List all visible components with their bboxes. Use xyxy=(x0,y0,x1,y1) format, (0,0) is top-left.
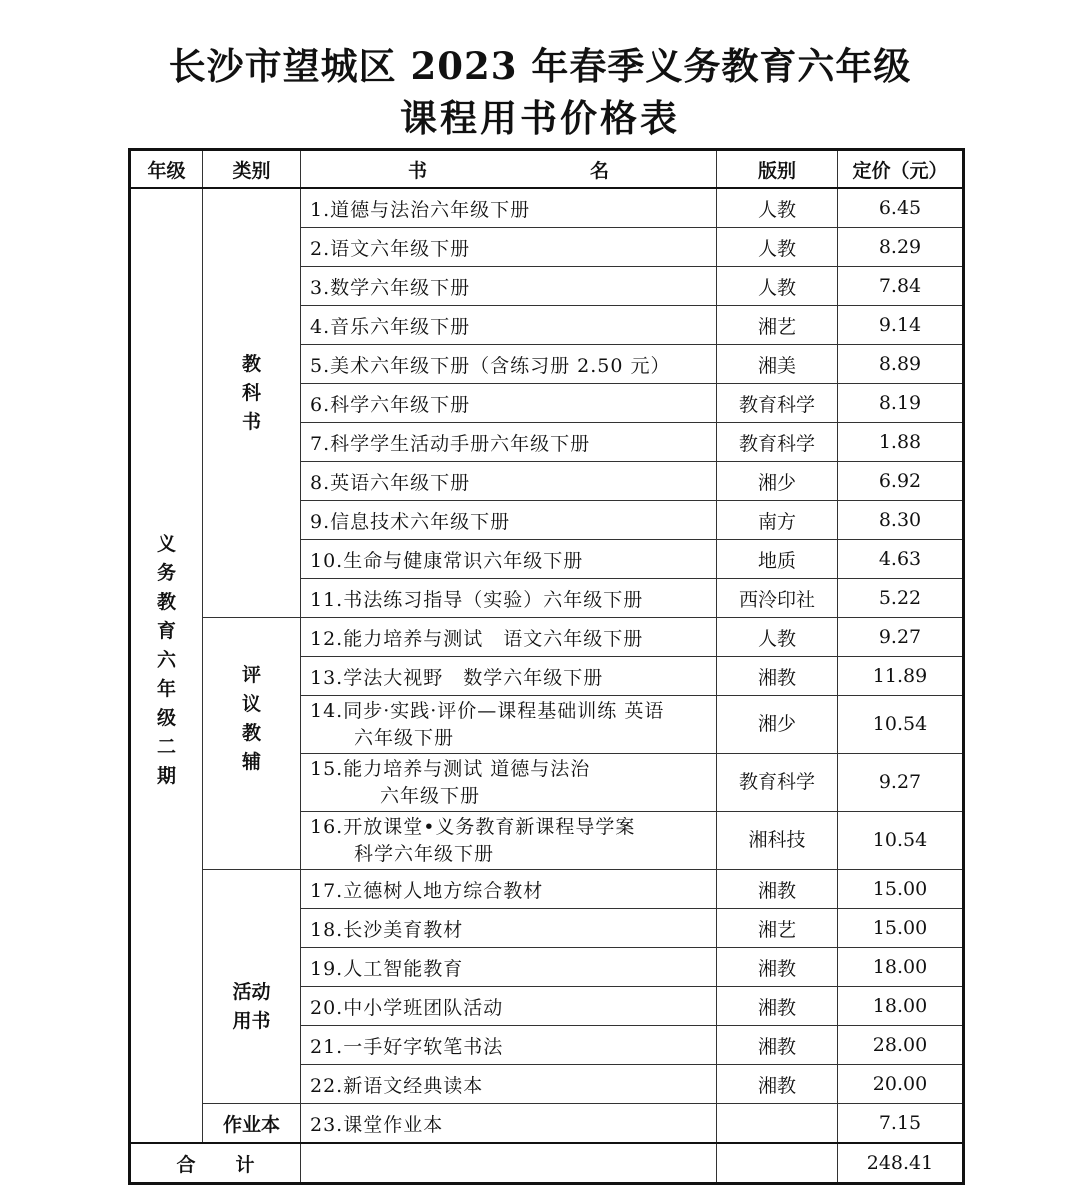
publisher: 地质 xyxy=(717,540,838,579)
publisher: 湘少 xyxy=(717,462,838,501)
book-name: 17.立德树人地方综合教材 xyxy=(301,870,717,909)
publisher: 南方 xyxy=(717,501,838,540)
price: 5.22 xyxy=(838,579,964,618)
price: 10.54 xyxy=(838,812,964,870)
price: 8.89 xyxy=(838,345,964,384)
category-textbook xyxy=(203,188,301,618)
total-label-right: 计 xyxy=(235,1153,255,1176)
price: 20.00 xyxy=(838,1065,964,1104)
table-header-row xyxy=(130,150,964,189)
price: 1.88 xyxy=(838,423,964,462)
price: 11.89 xyxy=(838,657,964,696)
total-label-left: 合 xyxy=(176,1153,196,1176)
category-textbook-label: 教科书 xyxy=(241,352,261,433)
category-activity-label xyxy=(203,978,300,1036)
publisher: 人教 xyxy=(717,228,838,267)
book-name: 9.信息技术六年级下册 xyxy=(301,501,717,540)
price: 6.92 xyxy=(838,462,964,501)
category-review xyxy=(203,618,301,870)
book-name: 11.书法练习指导（实验）六年级下册 xyxy=(301,579,717,618)
book-name: 8.英语六年级下册 xyxy=(301,462,717,501)
book-name: 20.中小学班团队活动 xyxy=(301,987,717,1026)
price-table xyxy=(128,148,965,1185)
publisher: 湘教 xyxy=(717,1065,838,1104)
book-name: 13.学法大视野 数学六年级下册 xyxy=(301,657,717,696)
publisher: 湘教 xyxy=(717,657,838,696)
grade-label: 义务教育六年级二期 xyxy=(156,533,176,787)
total-empty-name xyxy=(301,1143,717,1184)
price: 18.00 xyxy=(838,987,964,1026)
publisher: 湘教 xyxy=(717,1026,838,1065)
header-book-name xyxy=(301,150,717,189)
book-name: 3.数学六年级下册 xyxy=(301,267,717,306)
book-name: 19.人工智能教育 xyxy=(301,948,717,987)
header-book-right: 名 xyxy=(590,159,610,182)
book-name-line1: 15.能力培养与测试 道德与法治 xyxy=(310,757,591,780)
book-name-line2: 六年级下册 xyxy=(380,784,481,807)
price: 15.00 xyxy=(838,870,964,909)
book-name xyxy=(301,696,717,754)
publisher: 湘艺 xyxy=(717,909,838,948)
publisher: 教育科学 xyxy=(717,754,838,812)
header-book-left: 书 xyxy=(407,159,460,182)
book-name: 10.生命与健康常识六年级下册 xyxy=(301,540,717,579)
book-name-line1: 16.开放课堂•义务教育新课程导学案 xyxy=(310,815,636,838)
publisher: 湘少 xyxy=(717,696,838,754)
price: 28.00 xyxy=(838,1026,964,1065)
book-name-line2: 六年级下册 xyxy=(354,726,455,749)
book-name: 23.课堂作业本 xyxy=(301,1104,717,1144)
publisher: 教育科学 xyxy=(717,384,838,423)
price: 7.84 xyxy=(838,267,964,306)
publisher: 湘教 xyxy=(717,948,838,987)
publisher: 湘科技 xyxy=(717,812,838,870)
price: 8.19 xyxy=(838,384,964,423)
total-empty-publisher xyxy=(717,1143,838,1184)
price: 9.14 xyxy=(838,306,964,345)
publisher: 人教 xyxy=(717,188,838,228)
header-price: 定价（元） xyxy=(838,150,964,189)
price: 10.54 xyxy=(838,696,964,754)
header-category: 类别 xyxy=(203,150,301,189)
category-homework: 作业本 xyxy=(203,1104,301,1144)
price: 18.00 xyxy=(838,948,964,987)
book-name: 12.能力培养与测试 语文六年级下册 xyxy=(301,618,717,657)
table-row xyxy=(130,188,964,228)
book-name: 4.音乐六年级下册 xyxy=(301,306,717,345)
price: 9.27 xyxy=(838,754,964,812)
price: 8.29 xyxy=(838,228,964,267)
price: 9.27 xyxy=(838,618,964,657)
book-name: 18.长沙美育教材 xyxy=(301,909,717,948)
publisher: 人教 xyxy=(717,267,838,306)
publisher: 人教 xyxy=(717,618,838,657)
table-row xyxy=(130,870,964,909)
publisher: 西泠印社 xyxy=(717,579,838,618)
publisher: 教育科学 xyxy=(717,423,838,462)
book-name: 2.语文六年级下册 xyxy=(301,228,717,267)
book-name xyxy=(301,754,717,812)
table-row xyxy=(130,1104,964,1144)
total-label xyxy=(130,1143,301,1184)
book-name-line1: 14.同步·实践·评价—课程基础训练 英语 xyxy=(310,699,665,722)
category-activity-line2: 用书 xyxy=(232,1009,271,1032)
table-row xyxy=(130,618,964,657)
grade-cell xyxy=(130,188,203,1143)
book-name: 22.新语文经典读本 xyxy=(301,1065,717,1104)
page-subtitle: 课程用书价格表 xyxy=(400,96,680,140)
price: 15.00 xyxy=(838,909,964,948)
book-name: 1.道德与法治六年级下册 xyxy=(301,188,717,228)
book-name: 5.美术六年级下册（含练习册 2.50 元） xyxy=(301,345,717,384)
book-name: 21.一手好字软笔书法 xyxy=(301,1026,717,1065)
category-activity xyxy=(203,870,301,1104)
price: 7.15 xyxy=(838,1104,964,1144)
total-row xyxy=(130,1143,964,1184)
book-name: 6.科学六年级下册 xyxy=(301,384,717,423)
header-publisher: 版别 xyxy=(717,150,838,189)
category-activity-line1: 活动 xyxy=(232,980,271,1003)
page-title: 长沙市望城区 2023 年春季义务教育六年级 xyxy=(168,44,912,88)
book-name xyxy=(301,812,717,870)
publisher: 湘教 xyxy=(717,870,838,909)
publisher: 湘教 xyxy=(717,987,838,1026)
publisher: 湘艺 xyxy=(717,306,838,345)
book-name: 7.科学学生活动手册六年级下册 xyxy=(301,423,717,462)
total-price: 248.41 xyxy=(838,1143,964,1184)
price: 6.45 xyxy=(838,188,964,228)
price: 4.63 xyxy=(838,540,964,579)
book-name-line2: 科学六年级下册 xyxy=(354,842,495,865)
price: 8.30 xyxy=(838,501,964,540)
publisher: 湘美 xyxy=(717,345,838,384)
header-grade: 年级 xyxy=(130,150,203,189)
publisher xyxy=(717,1104,838,1144)
category-review-label: 评议教辅 xyxy=(241,663,261,773)
